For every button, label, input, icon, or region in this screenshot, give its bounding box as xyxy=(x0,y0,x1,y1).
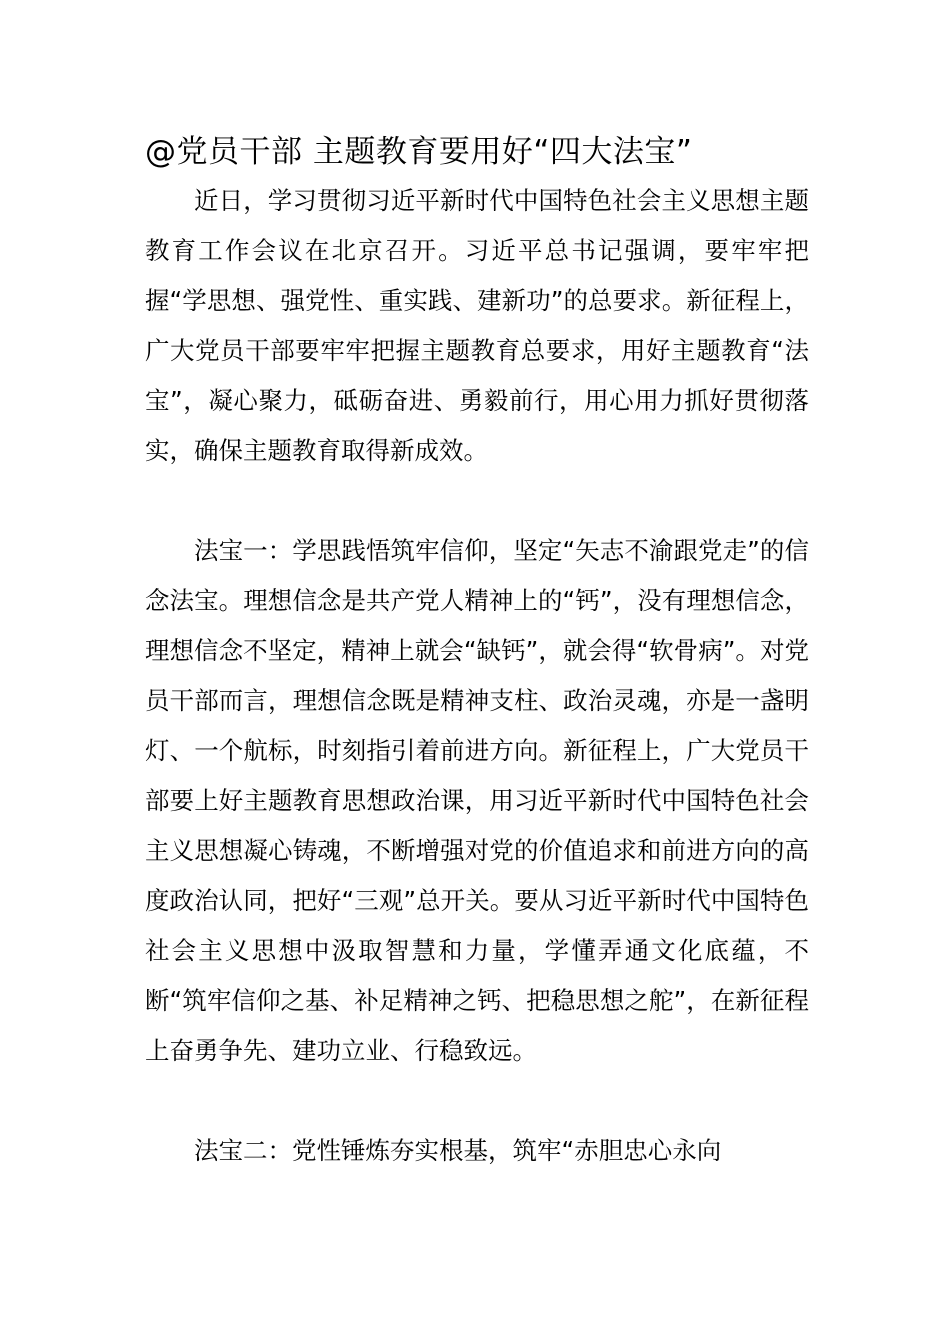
document-title: @党员干部 主题教育要用好“四大法宝” xyxy=(145,134,693,170)
paragraph-gap xyxy=(145,476,809,526)
paragraph-intro: 近日，学习贯彻习近平新时代中国特色社会主义思想主题教育工作会议在北京召开。习近平总书记强调，要牢牢把握“学思想、强党性、重实践、建新功”的总要求。新征程上，广大党员干部要牢牢把握主题教育总要求，用好主题教育“法宝”，凝心聚力，砥砺奋进、勇毅前行，用心用力抓好贯彻落实，确保主题教育取得新成效。 xyxy=(145,186,809,465)
paragraph-treasure-one: 法宝一：学思践悟筑牢信仰，坚定“矢志不渝跟党走”的信念法宝。理想信念是共产党人精神上的“钙”，没有理想信念，理想信念不坚定，精神上就会“缺钙”，就会得“软骨病”。对党员干部而言，理想信念既是精神支柱、政治灵魂，亦是一盏明灯、一个航标，时刻指引着前进方向。新征程上，广大党员干部要上好主题教育思想政治课，用习近平新时代中国特色社会主义思想凝心铸魂，不断增强对党的价值追求和前进方向的高度政治认同，把好“三观”总开关。要从习近平新时代中国特色社会主义思想中汲取智慧和力量，学懂弄通文化底蕴，不断“筑牢信仰之基、补足精神之钙、把稳思想之舵”，在新征程上奋勇争先、建功立业、行稳致远。 xyxy=(145,536,809,1065)
document-body xyxy=(145,176,809,1176)
paragraph-gap xyxy=(145,1076,809,1126)
paragraph-treasure-two: 法宝二：党性锤炼夯实根基，筑牢“赤胆忠心永向 xyxy=(194,1136,722,1165)
